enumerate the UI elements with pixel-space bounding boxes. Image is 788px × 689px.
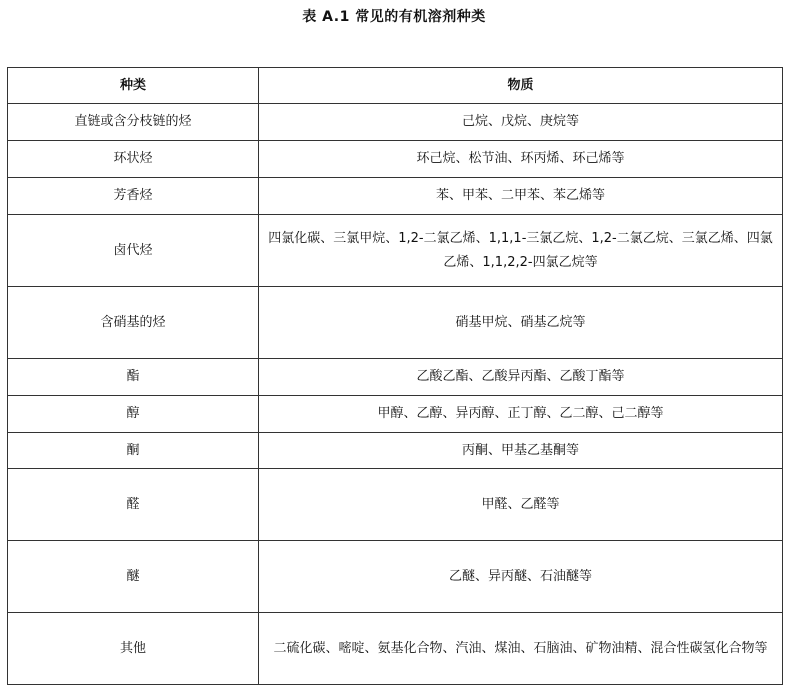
- category-cell: 其他: [8, 613, 259, 685]
- substances-cell: 甲醇、乙醇、异丙醇、正丁醇、乙二醇、己二醇等: [259, 396, 783, 433]
- header-substances: 物质: [259, 68, 783, 104]
- substances-cell: 己烷、戊烷、庚烷等: [259, 104, 783, 141]
- table-row: [8, 287, 783, 359]
- substances-cell: 四氯化碳、三氯甲烷、1,2-二氯乙烯、1,1,1-三氯乙烷、1,2-二氯乙烷、三氯乙烯、四氯乙烯、1,1,2,2-四氯乙烷等: [259, 215, 783, 287]
- category-cell: 酯: [8, 359, 259, 396]
- substances-cell: 二硫化碳、嘧啶、氨基化合物、汽油、煤油、石脑油、矿物油精、混合性碳氢化合物等: [259, 613, 783, 685]
- table-row: [8, 215, 783, 287]
- solvent-table: [7, 67, 783, 685]
- table-row: [8, 613, 783, 685]
- category-cell: 芳香烃: [8, 178, 259, 215]
- table-title: 表 A.1 常见的有机溶剂种类: [302, 9, 486, 25]
- substances-cell: 乙醚、异丙醚、石油醚等: [259, 541, 783, 613]
- header-category: 种类: [8, 68, 259, 104]
- table-row: [8, 433, 783, 469]
- category-cell: 醚: [8, 541, 259, 613]
- table-row: [8, 104, 783, 141]
- category-cell: 醛: [8, 469, 259, 541]
- substances-cell: 环己烷、松节油、环丙烯、环己烯等: [259, 141, 783, 178]
- table-row: [8, 178, 783, 215]
- substances-cell: 苯、甲苯、二甲苯、苯乙烯等: [259, 178, 783, 215]
- category-cell: 含硝基的烃: [8, 287, 259, 359]
- table-header-row: [8, 68, 783, 104]
- substances-cell: 丙酮、甲基乙基酮等: [259, 433, 783, 469]
- substances-cell: 甲醛、乙醛等: [259, 469, 783, 541]
- substances-cell: 乙酸乙酯、乙酸异丙酯、乙酸丁酯等: [259, 359, 783, 396]
- table-row: [8, 359, 783, 396]
- table-row: [8, 469, 783, 541]
- table-row: [8, 541, 783, 613]
- category-cell: 酮: [8, 433, 259, 469]
- table-row: [8, 141, 783, 178]
- category-cell: 醇: [8, 396, 259, 433]
- category-cell: 卤代烃: [8, 215, 259, 287]
- category-cell: 直链或含分枝链的烃: [8, 104, 259, 141]
- category-cell: 环状烃: [8, 141, 259, 178]
- table-row: [8, 396, 783, 433]
- substances-cell: 硝基甲烷、硝基乙烷等: [259, 287, 783, 359]
